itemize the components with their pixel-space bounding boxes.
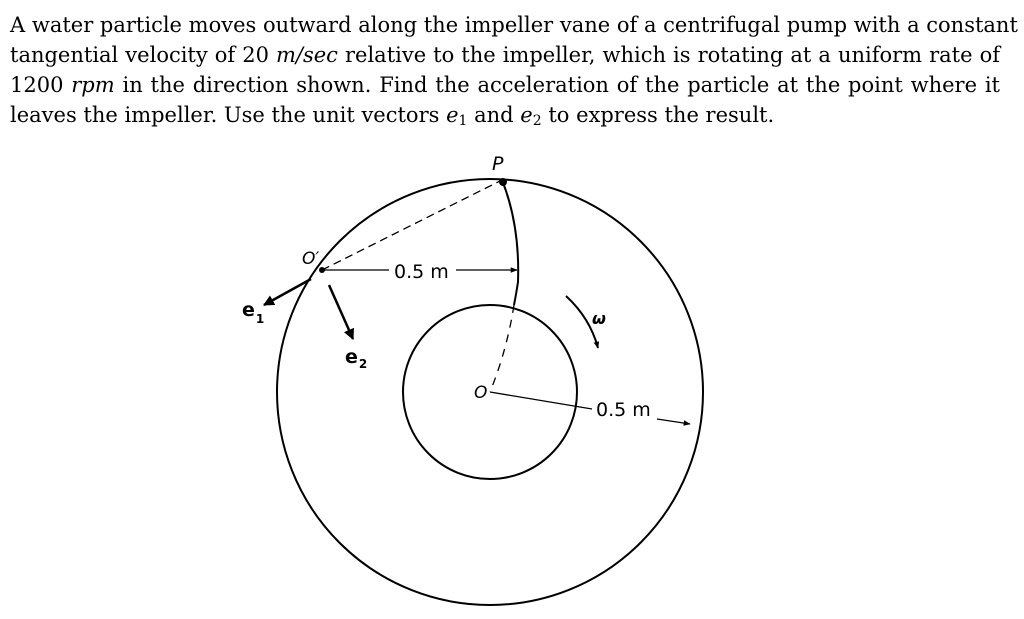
label-o: O — [474, 383, 488, 403]
problem-text: tangential velocity of 20 — [10, 43, 276, 67]
label-e2-subscript: 2 — [358, 357, 368, 371]
label-e1 — [242, 299, 264, 326]
label-e2-base: e — [345, 346, 358, 368]
label-p: P — [492, 153, 504, 175]
label-oprime: O′ — [302, 249, 320, 269]
label-omega: ω — [592, 309, 606, 328]
unit-vector-e2-arrow — [329, 285, 353, 339]
math-e2-base: e — [520, 103, 533, 127]
label-e1-subscript: 1 — [255, 312, 265, 326]
particle-p-dot — [499, 178, 507, 186]
radius-arrow-outer-right — [657, 419, 690, 424]
math-unit-velocity: m/sec — [275, 43, 338, 67]
unit-vector-e1-arrow — [264, 279, 311, 305]
problem-text: to express the result. — [541, 103, 775, 127]
problem-text: in the direction shown. Find the acceleration of the particle at the point where it — [114, 73, 1000, 97]
problem-text: relative to the impeller, which is rotating at a uniform rate of — [337, 43, 1000, 67]
label-radius-outer: 0.5 m — [596, 399, 651, 421]
vane-dashed-continuation — [490, 305, 514, 392]
problem-text: leaves the impeller. Use the unit vectors — [10, 103, 447, 127]
problem-text: A water particle moves outward along the impeller vane of a centrifugal pump with a constant — [10, 13, 1018, 37]
impeller-vane-curve — [502, 180, 518, 305]
math-e1-subscript: 1 — [458, 113, 468, 129]
math-e2-subscript: 2 — [532, 113, 542, 129]
label-radius-vane: 0.5 m — [394, 261, 449, 283]
problem-text: 1200 — [10, 73, 72, 97]
math-unit-rpm: rpm — [71, 73, 115, 97]
label-e2 — [345, 346, 367, 371]
label-e1-base: e — [242, 299, 255, 321]
problem-text: and — [467, 103, 521, 127]
math-e1-base: e — [446, 103, 459, 127]
